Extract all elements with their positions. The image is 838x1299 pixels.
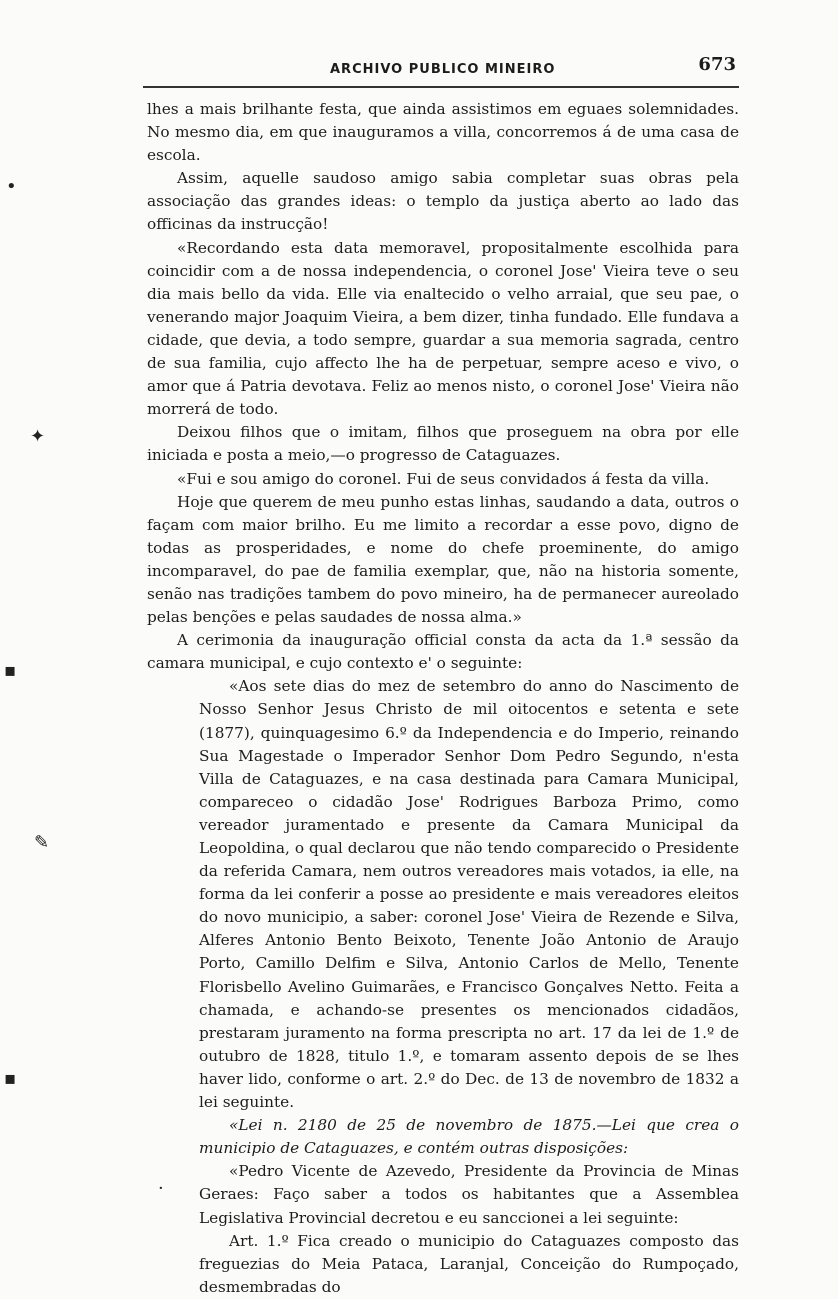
paragraph-4: Deixou filhos que o imitam, filhos que proseguem na obra por elle iniciada e posta a meio,—o progresso de Cataguazes. bbox=[147, 423, 739, 465]
article-1-paragraph: Art. 1.º Fica creado o municipio do Cataguazes composto das freguezias do Meia Pataca, Laranjal, Conceição do Rumpoçado, desmembradas do bbox=[199, 1231, 739, 1296]
page-header bbox=[140, 52, 740, 82]
body-text bbox=[147, 98, 739, 1299]
margin-mark: · bbox=[158, 1178, 164, 1199]
running-title: ARCHIVO PUBLICO MINEIRO bbox=[330, 62, 556, 77]
margin-mark: ✎ bbox=[34, 832, 50, 853]
margin-mark: • bbox=[6, 176, 17, 197]
law-title-paragraph: «Lei n. 2180 de 25 de novembro de 1875.—Lei que crea o municipio de Cataguazes, e contém outras disposições: bbox=[199, 1116, 739, 1158]
paragraph-5: «Fui e sou amigo do coronel. Fui de seus convidados á festa da villa. bbox=[177, 469, 710, 488]
paragraph-1: lhes a mais brilhante festa, que ainda assistimos em eguaes solemnidades. No mesmo dia, em que inauguramos a villa, concorremos á de uma casa de escola. bbox=[147, 100, 739, 165]
law-preamble-paragraph: «Pedro Vicente de Azevedo, Presidente da Provincia de Minas Geraes: Faço saber a todos os habitantes que a Assemblea Legislativa Provincial decretou e eu sanccionei a lei seguinte: bbox=[199, 1162, 739, 1227]
paragraph-2: Assim, aquelle saudoso amigo sabia completar suas obras pela associação das grandes ideas: o templo da justiça aberto ao lado das officinas da instrucção! bbox=[147, 169, 739, 234]
paragraph-7: A cerimonia da inauguração official consta da acta da 1.ª sessão da camara municipal, e cujo contexto e' o seguinte: bbox=[147, 631, 739, 673]
paragraph-3: «Recordando esta data memoravel, propositalmente escolhida para coincidir com a de nossa independencia, o coronel Jose' Vieira teve o seu dia mais bello da vida. Elle via enaltecido o velho arraial, que seu pae, o venerando major Joaquim Vieira, a bem dizer, tinha fundado. Elle fundava a cidade, que devia, a todo sempre, guardar a sua memoria sagrada, centro de sua familia, cujo affecto lhe ha de perpetuar, sempre aceso e vivo, o amor que á Patria devotava. Feliz ao menos nisto, o coronel Jose' Vieira não morrerá de todo. bbox=[147, 238, 739, 419]
paragraph-6: Hoje que querem de meu punho estas linhas, saudando a data, outros o façam com maior brilho. Eu me limito a recordar a esse povo, digno de todas as prosperidades, e nome do chefe proeminente, do amigo incomparavel, do pae de familia exemplar, que, não na historia somente, senão nas tradições tambem do povo mineiro, ha de permanecer aureolado pelas benções e pelas saudades de nossa alma.» bbox=[147, 492, 739, 627]
margin-mark: ▪ bbox=[4, 660, 17, 681]
header-rule bbox=[143, 86, 739, 88]
quoted-act-paragraph: «Aos sete dias do mez de setembro do anno do Nascimento de Nosso Senhor Jesus Christo de mil oitocentos e setenta e sete (1877), quinquagesimo 6.º da Independencia e do Imperio, reinando Sua Magestade o Imperador Senhor Dom Pedro Segundo, n'esta Villa de Cataguazes, e na casa destinada para Camara Municipal, compareceo o cidadão Jose' Rodrigues Barboza Primo, como vereador juramentado e presente da Camara Municipal da Leopoldina, o qual declarou que não tendo comparecido o Presidente da referida Camara, nem outros vereadores mais votados, ia elle, na forma da lei conferir a posse ao presidente e mais vereadores eleitos do novo municipio, a saber: coronel Jose' Vieira de Rezende e Silva, Alferes Antonio Bento Beixoto, Tenente João Antonio de Araujo Porto, Camillo Delfim e Silva, Antonio Carlos de Mello, Tenente Florisbello Avelino Guimarães, e Francisco Gonçalves Netto. Feita a chamada, e achando-se presentes os mencionados cidadãos, prestaram juramento na forma prescripta no art. 17 da lei de 1.º de outubro de 1828, titulo 1.º, e tomaram assento depois de se lhes haver lido, conforme o art. 2.º do Dec. de 13 de novembro de 1832 a lei seguinte. bbox=[199, 677, 739, 1112]
page-number: 673 bbox=[698, 54, 736, 75]
margin-mark: ▪ bbox=[4, 1068, 17, 1089]
margin-mark: ✦ bbox=[30, 426, 46, 447]
